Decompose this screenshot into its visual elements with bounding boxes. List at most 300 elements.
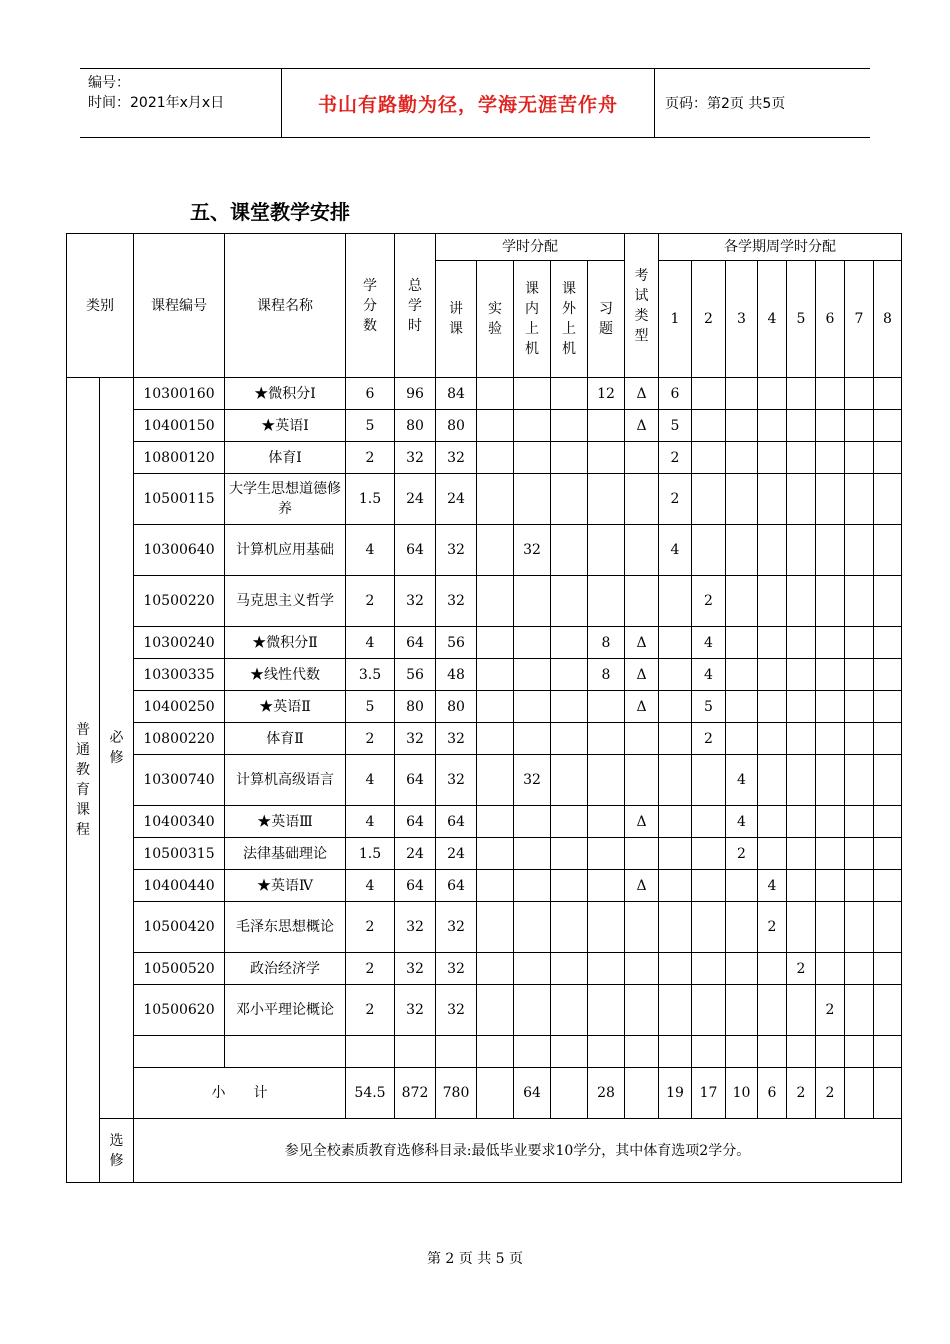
course-name: 邓小平理论概论 <box>225 985 346 1036</box>
cell-semester-4 <box>758 838 787 870</box>
cell-semester-2 <box>692 985 726 1036</box>
cell-semester-8 <box>874 953 902 985</box>
cell-semester-6: 2 <box>816 985 845 1036</box>
table-row <box>67 691 902 723</box>
cell-semester-2 <box>692 806 726 838</box>
cell-exercise <box>588 723 625 755</box>
table-row <box>67 659 902 691</box>
course-name: ★英语Ⅳ <box>225 870 346 902</box>
cell-semester-1 <box>659 1036 692 1068</box>
header-out-lab: 课 外 上 机 <box>551 261 588 378</box>
cell-semester-7 <box>845 378 874 410</box>
table-row <box>67 410 902 442</box>
cell-semester-4 <box>758 576 787 627</box>
cell-exam <box>625 838 659 870</box>
header-hours-group: 学时分配 <box>436 234 625 261</box>
cell-semester-3: 4 <box>726 755 758 806</box>
cell-in-lab <box>514 659 551 691</box>
cell-semester-1 <box>659 659 692 691</box>
course-name: ★线性代数 <box>225 659 346 691</box>
subtotal-credits: 54.5 <box>346 1068 395 1119</box>
cell-semester-8 <box>874 627 902 659</box>
cell-experiment <box>477 953 514 985</box>
cell-semester-1 <box>659 723 692 755</box>
cell-total: 80 <box>395 691 436 723</box>
course-name: 计算机高级语言 <box>225 755 346 806</box>
cell-credits: 2 <box>346 985 395 1036</box>
cell-credits: 2 <box>346 442 395 474</box>
cell-semester-8 <box>874 474 902 525</box>
cell-semester-6 <box>816 902 845 953</box>
cell-out-lab <box>551 525 588 576</box>
header-semester-3: 3 <box>726 261 758 378</box>
cell-total: 96 <box>395 378 436 410</box>
cell-semester-1 <box>659 870 692 902</box>
table-row <box>67 576 902 627</box>
cell-semester-4 <box>758 474 787 525</box>
cell-semester-5 <box>787 985 816 1036</box>
cell-semester-3 <box>726 902 758 953</box>
page-header <box>80 68 870 138</box>
course-code: 10500520 <box>134 953 225 985</box>
course-code: 10300740 <box>134 755 225 806</box>
cell-experiment <box>477 691 514 723</box>
cell-out-lab <box>551 378 588 410</box>
cell-exercise: 8 <box>588 627 625 659</box>
cell-semester-8 <box>874 870 902 902</box>
course-code: 10400250 <box>134 691 225 723</box>
cell-credits: 4 <box>346 525 395 576</box>
cell-lecture: 32 <box>436 576 477 627</box>
cell-out-lab <box>551 723 588 755</box>
cell-in-lab <box>514 985 551 1036</box>
cell-credits: 6 <box>346 378 395 410</box>
cell-in-lab <box>514 953 551 985</box>
cell-semester-4 <box>758 953 787 985</box>
subtotal-semester-2: 17 <box>692 1068 726 1119</box>
cell-semester-3 <box>726 627 758 659</box>
cell-semester-6 <box>816 723 845 755</box>
cell-exercise <box>588 474 625 525</box>
cell-lecture: 32 <box>436 985 477 1036</box>
cell-semester-1: 6 <box>659 378 692 410</box>
cell-semester-2 <box>692 525 726 576</box>
cell-total: 32 <box>395 985 436 1036</box>
table-row <box>67 1036 902 1068</box>
course-code: 10500620 <box>134 985 225 1036</box>
header-semester-1: 1 <box>659 261 692 378</box>
subcategory-elective: 选 修 <box>100 1119 134 1183</box>
cell-semester-7 <box>845 902 874 953</box>
table-row <box>67 755 902 806</box>
subtotal-semester-5: 2 <box>787 1068 816 1119</box>
cell-semester-4 <box>758 525 787 576</box>
cell-out-lab <box>551 985 588 1036</box>
cell-semester-8 <box>874 576 902 627</box>
cell-exam: Δ <box>625 659 659 691</box>
course-name: ★微积分Ⅰ <box>225 378 346 410</box>
cell-semester-1 <box>659 985 692 1036</box>
subtotal-total: 872 <box>395 1068 436 1119</box>
cell-semester-1 <box>659 627 692 659</box>
cell-semester-7 <box>845 723 874 755</box>
cell-semester-2: 2 <box>692 576 726 627</box>
subtotal-lecture: 780 <box>436 1068 477 1119</box>
cell-credits: 4 <box>346 627 395 659</box>
cell-semester-7 <box>845 659 874 691</box>
cell-semester-3: 2 <box>726 838 758 870</box>
cell-exercise: 12 <box>588 378 625 410</box>
cell-out-lab <box>551 410 588 442</box>
course-code: 10500315 <box>134 838 225 870</box>
cell-exam <box>625 902 659 953</box>
subtotal-exam <box>625 1068 659 1119</box>
cell-semester-5: 2 <box>787 953 816 985</box>
cell-semester-6 <box>816 442 845 474</box>
cell-out-lab <box>551 627 588 659</box>
course-name: ★英语Ⅰ <box>225 410 346 442</box>
cell-semester-2 <box>692 953 726 985</box>
course-code: 10300335 <box>134 659 225 691</box>
cell-total: 64 <box>395 627 436 659</box>
cell-semester-8 <box>874 723 902 755</box>
cell-semester-4 <box>758 659 787 691</box>
elective-row <box>67 1119 902 1183</box>
cell-total: 64 <box>395 806 436 838</box>
cell-credits: 5 <box>346 691 395 723</box>
cell-semester-4 <box>758 691 787 723</box>
cell-in-lab <box>514 378 551 410</box>
cell-out-lab <box>551 806 588 838</box>
header-page-label: 页码：第2页 共5页 <box>665 96 786 112</box>
course-code: 10400340 <box>134 806 225 838</box>
cell-semester-8 <box>874 525 902 576</box>
cell-lecture: 64 <box>436 870 477 902</box>
header-semester-7: 7 <box>845 261 874 378</box>
table-row <box>67 525 902 576</box>
subtotal-semester-6: 2 <box>816 1068 845 1119</box>
course-code: 10500220 <box>134 576 225 627</box>
cell-in-lab <box>514 870 551 902</box>
cell-credits: 5 <box>346 410 395 442</box>
cell-semester-7 <box>845 806 874 838</box>
cell-semester-3: 4 <box>726 806 758 838</box>
header-in-lab: 课 内 上 机 <box>514 261 551 378</box>
cell-semester-8 <box>874 902 902 953</box>
table-row <box>67 838 902 870</box>
cell-semester-3 <box>726 659 758 691</box>
cell-exam: Δ <box>625 870 659 902</box>
cell-semester-8 <box>874 838 902 870</box>
cell-total: 32 <box>395 442 436 474</box>
cell-semester-2 <box>692 378 726 410</box>
cell-semester-7 <box>845 953 874 985</box>
header-exam-type: 考 试 类 型 <box>625 234 659 378</box>
course-name: 毛泽东思想概论 <box>225 902 346 953</box>
cell-credits: 2 <box>346 576 395 627</box>
cell-in-lab: 32 <box>514 755 551 806</box>
cell-lecture: 80 <box>436 691 477 723</box>
cell-semester-8 <box>874 985 902 1036</box>
cell-semester-7 <box>845 870 874 902</box>
cell-exam <box>625 474 659 525</box>
header-category: 类别 <box>67 234 134 378</box>
course-name: 马克思主义哲学 <box>225 576 346 627</box>
cell-out-lab <box>551 953 588 985</box>
header-semester-group: 各学期周学时分配 <box>659 234 902 261</box>
cell-semester-6 <box>816 755 845 806</box>
table-row <box>67 870 902 902</box>
cell-semester-5 <box>787 755 816 806</box>
cell-semester-2 <box>692 902 726 953</box>
cell-semester-4 <box>758 378 787 410</box>
course-code: 10400440 <box>134 870 225 902</box>
cell-lecture: 48 <box>436 659 477 691</box>
cell-lecture: 32 <box>436 902 477 953</box>
cell-semester-1 <box>659 691 692 723</box>
cell-semester-7 <box>845 985 874 1036</box>
cell-out-lab <box>551 442 588 474</box>
cell-exercise <box>588 525 625 576</box>
cell-credits: 4 <box>346 870 395 902</box>
cell-semester-5 <box>787 410 816 442</box>
cell-semester-3 <box>726 953 758 985</box>
cell-in-lab <box>514 410 551 442</box>
cell-total: 32 <box>395 576 436 627</box>
cell-experiment <box>477 902 514 953</box>
cell-credits: 2 <box>346 953 395 985</box>
cell-semester-4 <box>758 723 787 755</box>
cell-in-lab <box>514 723 551 755</box>
cell-lecture: 32 <box>436 755 477 806</box>
cell-semester-6 <box>816 576 845 627</box>
cell-in-lab <box>514 474 551 525</box>
cell-in-lab <box>514 838 551 870</box>
subtotal-semester-8 <box>874 1068 902 1119</box>
cell-in-lab <box>514 691 551 723</box>
cell-semester-5 <box>787 1036 816 1068</box>
subtotal-out-lab <box>551 1068 588 1119</box>
cell-semester-3 <box>726 442 758 474</box>
cell-total: 64 <box>395 755 436 806</box>
cell-experiment <box>477 755 514 806</box>
subcategory-required: 必 修 <box>100 378 134 1119</box>
cell-semester-7 <box>845 576 874 627</box>
cell-experiment <box>477 806 514 838</box>
cell-experiment <box>477 1036 514 1068</box>
subtotal-semester-7 <box>845 1068 874 1119</box>
cell-semester-1 <box>659 806 692 838</box>
elective-note: 参见全校素质教育选修科目录:最低毕业要求10学分，其中体育选项2学分。 <box>134 1119 902 1183</box>
cell-exercise <box>588 838 625 870</box>
course-name <box>225 1036 346 1068</box>
table-row <box>67 806 902 838</box>
cell-semester-8 <box>874 378 902 410</box>
header-experiment: 实 验 <box>477 261 514 378</box>
cell-semester-3 <box>726 723 758 755</box>
cell-exam: Δ <box>625 627 659 659</box>
header-semester-5: 5 <box>787 261 816 378</box>
page-footer: 第 2 页 共 5 页 <box>426 1251 524 1267</box>
cell-semester-3 <box>726 474 758 525</box>
course-code <box>134 1036 225 1068</box>
cell-lecture: 80 <box>436 410 477 442</box>
cell-exam: Δ <box>625 410 659 442</box>
course-name: 体育Ⅱ <box>225 723 346 755</box>
cell-lecture: 32 <box>436 442 477 474</box>
table-row <box>67 627 902 659</box>
cell-semester-2 <box>692 1036 726 1068</box>
course-code: 10400150 <box>134 410 225 442</box>
cell-total: 32 <box>395 953 436 985</box>
cell-semester-5 <box>787 659 816 691</box>
cell-in-lab <box>514 806 551 838</box>
cell-exam <box>625 985 659 1036</box>
cell-semester-1 <box>659 838 692 870</box>
cell-semester-2: 5 <box>692 691 726 723</box>
cell-exercise <box>588 576 625 627</box>
cell-semester-2: 4 <box>692 627 726 659</box>
cell-lecture <box>436 1036 477 1068</box>
header-total-hours: 总 学 时 <box>395 234 436 378</box>
cell-semester-5 <box>787 806 816 838</box>
cell-exercise <box>588 806 625 838</box>
cell-semester-1: 5 <box>659 410 692 442</box>
cell-experiment <box>477 442 514 474</box>
cell-total: 64 <box>395 870 436 902</box>
header-course-code: 课程编号 <box>134 234 225 378</box>
cell-experiment <box>477 870 514 902</box>
course-name: ★英语Ⅲ <box>225 806 346 838</box>
cell-semester-7 <box>845 442 874 474</box>
cell-semester-5 <box>787 627 816 659</box>
cell-semester-4 <box>758 1036 787 1068</box>
cell-semester-3 <box>726 378 758 410</box>
cell-experiment <box>477 627 514 659</box>
cell-semester-3 <box>726 691 758 723</box>
category-general-education: 普 通 教 育 课 程 <box>67 378 100 1183</box>
cell-in-lab <box>514 1036 551 1068</box>
cell-semester-6 <box>816 410 845 442</box>
cell-semester-5 <box>787 474 816 525</box>
cell-out-lab <box>551 1036 588 1068</box>
cell-semester-5 <box>787 378 816 410</box>
header-semester-6: 6 <box>816 261 845 378</box>
cell-semester-1 <box>659 576 692 627</box>
cell-credits: 2 <box>346 723 395 755</box>
cell-semester-2 <box>692 410 726 442</box>
course-name: 体育Ⅰ <box>225 442 346 474</box>
cell-semester-6 <box>816 838 845 870</box>
number-label: 编号： <box>88 75 130 91</box>
cell-semester-8 <box>874 442 902 474</box>
cell-semester-2: 2 <box>692 723 726 755</box>
cell-semester-7 <box>845 755 874 806</box>
cell-semester-6 <box>816 953 845 985</box>
table-row <box>67 442 902 474</box>
cell-exam <box>625 723 659 755</box>
cell-semester-1 <box>659 953 692 985</box>
header-credits: 学 分 数 <box>346 234 395 378</box>
cell-semester-6 <box>816 659 845 691</box>
header-semester-8: 8 <box>874 261 902 378</box>
cell-semester-2 <box>692 870 726 902</box>
cell-semester-2 <box>692 838 726 870</box>
cell-lecture: 32 <box>436 723 477 755</box>
cell-credits: 4 <box>346 755 395 806</box>
cell-semester-6 <box>816 525 845 576</box>
cell-semester-1: 2 <box>659 442 692 474</box>
cell-semester-7 <box>845 525 874 576</box>
cell-semester-3 <box>726 1036 758 1068</box>
cell-semester-5 <box>787 525 816 576</box>
cell-exercise: 8 <box>588 659 625 691</box>
cell-total: 64 <box>395 525 436 576</box>
cell-experiment <box>477 474 514 525</box>
cell-in-lab <box>514 902 551 953</box>
cell-experiment <box>477 659 514 691</box>
cell-semester-5 <box>787 870 816 902</box>
cell-semester-7 <box>845 410 874 442</box>
course-code: 10800120 <box>134 442 225 474</box>
subtotal-in-lab: 64 <box>514 1068 551 1119</box>
cell-semester-3 <box>726 985 758 1036</box>
cell-lecture: 32 <box>436 525 477 576</box>
cell-semester-4 <box>758 410 787 442</box>
cell-semester-7 <box>845 691 874 723</box>
cell-out-lab <box>551 691 588 723</box>
cell-out-lab <box>551 576 588 627</box>
date-label: 时间：2021年x月x日 <box>88 95 225 111</box>
cell-experiment <box>477 525 514 576</box>
cell-semester-2: 4 <box>692 659 726 691</box>
cell-exam <box>625 953 659 985</box>
cell-semester-6 <box>816 806 845 838</box>
cell-semester-4 <box>758 985 787 1036</box>
cell-semester-3 <box>726 525 758 576</box>
cell-experiment <box>477 378 514 410</box>
cell-experiment <box>477 576 514 627</box>
cell-exercise <box>588 442 625 474</box>
subtotal-semester-3: 10 <box>726 1068 758 1119</box>
cell-semester-6 <box>816 627 845 659</box>
course-name: 法律基础理论 <box>225 838 346 870</box>
cell-lecture: 84 <box>436 378 477 410</box>
cell-exercise <box>588 985 625 1036</box>
course-name: 政治经济学 <box>225 953 346 985</box>
cell-semester-6 <box>816 1036 845 1068</box>
cell-out-lab <box>551 474 588 525</box>
course-code: 10300640 <box>134 525 225 576</box>
cell-semester-8 <box>874 410 902 442</box>
section-title: 五、课堂教学安排 <box>190 200 350 224</box>
course-name: ★微积分Ⅱ <box>225 627 346 659</box>
cell-exercise <box>588 870 625 902</box>
cell-in-lab: 32 <box>514 525 551 576</box>
header-meta <box>80 69 282 137</box>
cell-experiment <box>477 985 514 1036</box>
course-code: 10300240 <box>134 627 225 659</box>
course-code: 10800220 <box>134 723 225 755</box>
cell-total: 32 <box>395 902 436 953</box>
cell-exam <box>625 525 659 576</box>
subtotal-semester-1: 19 <box>659 1068 692 1119</box>
cell-semester-8 <box>874 806 902 838</box>
cell-credits: 2 <box>346 902 395 953</box>
cell-semester-5 <box>787 838 816 870</box>
table-row <box>67 953 902 985</box>
cell-semester-1 <box>659 755 692 806</box>
